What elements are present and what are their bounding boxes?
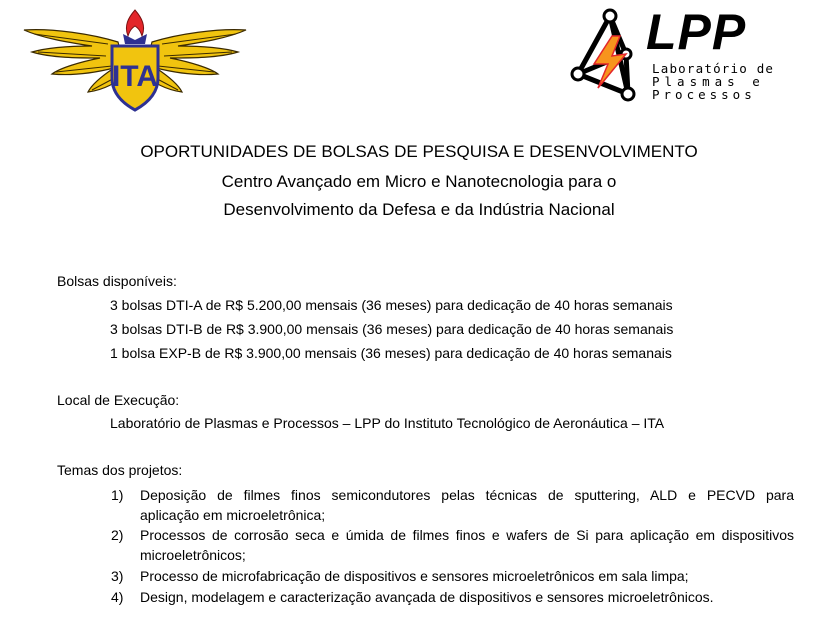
tema-item-4: Design, modelagem e caracterização avançada de dispositivos e sensores microeletrônicos. xyxy=(140,589,714,605)
title-line-3: Desenvolvimento da Defesa e da Indústria Nacional xyxy=(223,200,615,219)
lpp-logo-name: LPP xyxy=(646,4,747,60)
tema-item-2-line-1: Processos de corrosão seca e úmida de filmes finos e wafers de Si para aplicação em dispositivos xyxy=(140,527,794,543)
local-text: Laboratório de Plasmas e Processos – LPP do Instituto Tecnológico de Aeronáutica – ITA xyxy=(110,415,665,431)
flame-icon xyxy=(126,10,143,36)
title-line-2: Centro Avançado em Micro e Nanotecnologia para o xyxy=(221,172,617,191)
bolsa-item-2: 3 bolsas DTI-B de R$ 3.900,00 mensais (36 meses) para dedicação de 40 horas semanais xyxy=(110,321,674,337)
tema-number: 1) xyxy=(111,487,124,503)
tema-item-2-line-2: microeletrônicos; xyxy=(140,547,246,563)
bolsa-item-3: 1 bolsa EXP-B de R$ 3.900,00 mensais (36 meses) para dedicação de 40 horas semanais xyxy=(110,345,672,361)
bolsa-item-1: 3 bolsas DTI-A de R$ 5.200,00 mensais (36 meses) para dedicação de 40 horas semanais xyxy=(110,297,673,313)
tema-number: 4) xyxy=(111,589,124,605)
title-line-1: OPORTUNIDADES DE BOLSAS DE PESQUISA E DESENVOLVIMENTO xyxy=(140,142,698,161)
temas-heading: Temas dos projetos: xyxy=(57,462,183,478)
ita-logo xyxy=(22,8,248,112)
tema-item-3: Processo de microfabricação de dispositivos e sensores microeletrônicos em sala limpa; xyxy=(140,568,689,584)
tema-number: 3) xyxy=(111,568,124,584)
tema-item-1-line-1: Deposição de filmes finos semicondutores pelas técnicas de sputtering, ALD e PECVD para xyxy=(140,487,794,503)
ita-logo-text: ITA xyxy=(111,60,159,93)
torch-cap xyxy=(123,34,147,44)
tema-item-1-line-2: aplicação em microeletrônica; xyxy=(140,507,326,523)
tema-number: 2) xyxy=(111,527,124,543)
local-heading: Local de Execução: xyxy=(57,392,180,408)
lpp-logo-subtitle: Laboratório de Plasmas e Processos xyxy=(652,61,775,102)
bolsas-heading: Bolsas disponíveis: xyxy=(57,273,177,289)
